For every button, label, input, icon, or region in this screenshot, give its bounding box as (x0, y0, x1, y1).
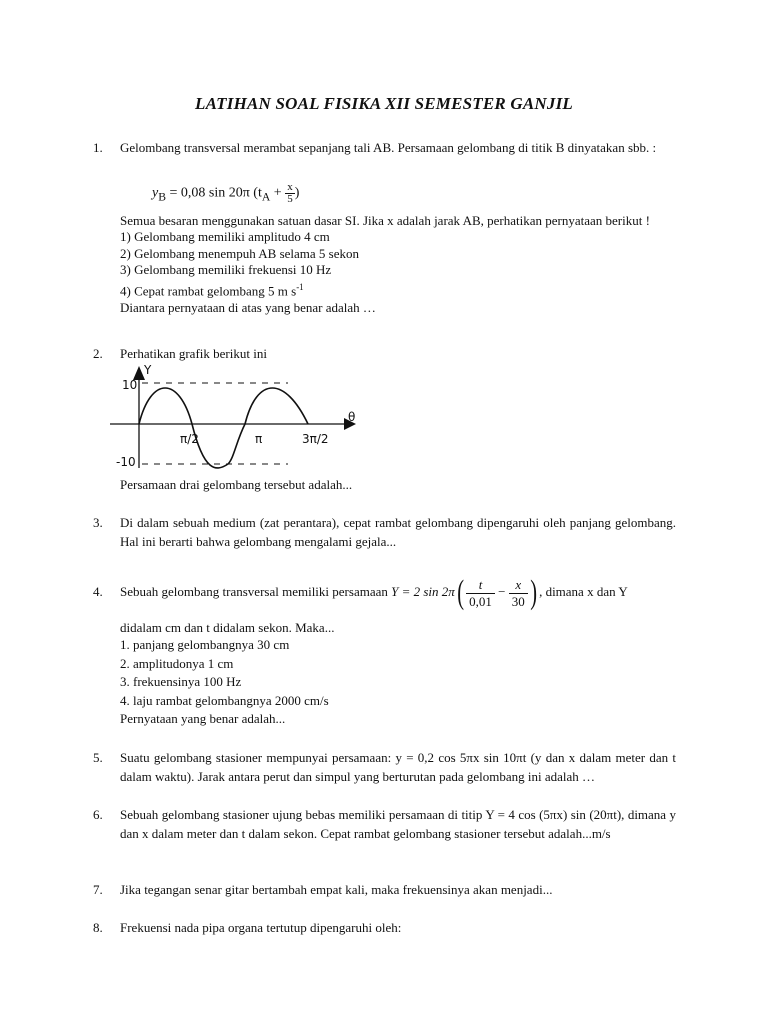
question-text: Gelombang transversal merambat sepanjang tali AB. Persamaan gelombang di titik B dinyatakan sbb. : (120, 140, 657, 155)
list-item: 2. amplitudonya 1 cm (120, 655, 234, 671)
y-axis-label: Y (144, 363, 152, 377)
list-item: 3) Gelombang memiliki frekuensi 10 Hz (120, 262, 332, 277)
question-1 (93, 139, 676, 156)
question-3 (93, 513, 676, 551)
statement-list (120, 636, 676, 710)
tick-label: 3π/2 (302, 432, 329, 446)
question-8 (93, 919, 676, 936)
question-text: Frekuensi nada pipa organa tertutup dipengaruhi oleh: (120, 920, 402, 935)
list-item: 4. laju rambat gelombangnya 2000 cm/s (120, 692, 329, 708)
question-text: Sebuah gelombang stasioner ujung bebas memiliki persamaan di titip Y = 4 cos (5πx) sin (20πt), dimana y dan x dalam meter dan t dalam sekon. Cepat rambat gelombang stasioner tersebut adalah...m/s (120, 807, 676, 841)
question-1-body (93, 212, 676, 316)
question-number: 6. (93, 807, 103, 822)
sine-wave (139, 388, 308, 468)
question-2-closing (93, 476, 676, 493)
list-item: 2) Gelombang menempuh AB selama 5 sekon (120, 245, 360, 261)
list-item: 4) Cepat rambat gelombang 5 m $s^{-1}$ (120, 281, 304, 298)
statement-list (120, 229, 676, 299)
fraction: $\frac{x}{5}$ (287, 181, 293, 205)
question-number: 8. (93, 920, 103, 935)
tick-label: π/2 (180, 432, 199, 446)
question-text: Suatu gelombang stasioner mempunyai persamaan: y = 0,2 cos 5πx sin 10πt (y dan x dalam meter dan t dalam waktu). Jarak antara perut dan simpul yang berturutan pada gelombang ini adalah … (120, 750, 676, 784)
question-text: Semua besaran menggunakan satuan dasar SI. Jika x adalah jarak AB, perhatikan pernyataan berikut ! (120, 213, 650, 228)
question-number: 3. (93, 515, 103, 530)
fraction: $\frac{x}{30}$ (509, 577, 528, 610)
question-number: 5. (93, 750, 103, 765)
question-closing: Pernyataan yang benar adalah... (120, 711, 286, 726)
x-axis-label: θ (348, 410, 356, 424)
question-5 (93, 748, 676, 786)
question-text: didalam cm dan t didalam sekon. Maka... (120, 620, 335, 635)
list-item: 1) Gelombang memiliki amplitudo 4 cm (120, 229, 330, 244)
question-text: Di dalam sebuah medium (zat perantara), cepat rambat gelombang dipengaruhi oleh panjang gelombang. Hal ini berarti bahwa gelombang mengalami gejala... (120, 515, 676, 549)
question-4 (93, 572, 676, 613)
question-closing: Persamaan drai gelombang tersebut adalah... (120, 477, 353, 492)
y-max-label: 10 (122, 378, 138, 392)
question-2 (93, 345, 676, 362)
y-min-label: -10 (116, 455, 136, 469)
tick-label: π (255, 432, 263, 446)
question-text: Sebuah gelombang transversal memiliki persamaan Y = 2 sin 2π( $\frac{t}{0,01}$ − $\frac{x}{30}$ ) , dimana x dan Y (120, 574, 628, 612)
question-number: 2. (93, 346, 103, 361)
equation-q4: Y = 2 sin 2π (391, 584, 455, 599)
question-number: 7. (93, 882, 103, 897)
list-item: 1. panjang gelombangnya 30 cm (120, 637, 290, 652)
question-number: 1. (93, 140, 103, 155)
question-text: Jika tegangan senar gitar bertambah empat kali, maka frekuensinya akan menjadi... (120, 882, 553, 897)
wave-graph (108, 362, 368, 474)
question-7 (93, 881, 676, 898)
list-item: 3. frekuensinya 100 Hz (120, 674, 242, 689)
question-number: 4. (93, 584, 103, 599)
question-4-body (93, 619, 676, 727)
question-closing: Diantara pernyataan di atas yang benar adalah … (120, 300, 376, 316)
fraction: $\frac{t}{0,01}$ (466, 577, 495, 610)
page-title: LATIHAN SOAL FISIKA XII SEMESTER GANJIL (195, 94, 573, 113)
question-6 (93, 805, 676, 843)
question-text: Perhatikan grafik berikut ini (120, 346, 267, 361)
equation-q1: $y_B = 0,08$ sin 20π ($t_A$ + $\frac{x}{5}$ ) (152, 181, 300, 205)
